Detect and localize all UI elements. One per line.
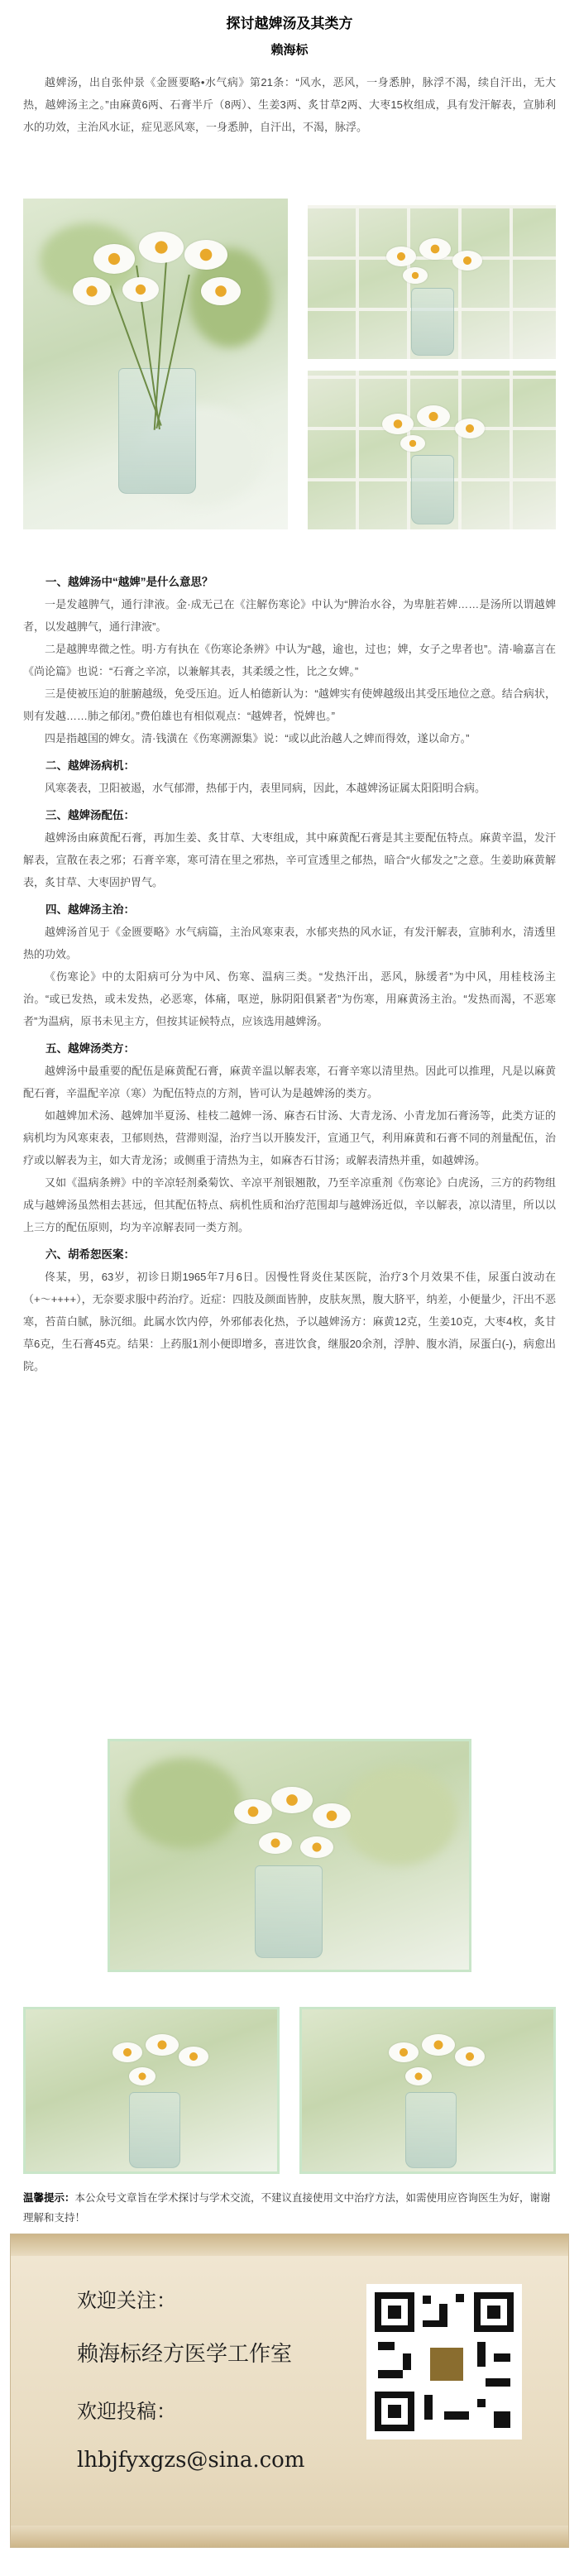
- banner-email[interactable]: lhbjfyxgzs@sina.com: [77, 2448, 305, 2473]
- daisy-vase-photo-bottom-left: [23, 2007, 280, 2174]
- daisy-vase-photo-window: [308, 205, 556, 359]
- scroll-bottom-rod: [11, 2526, 568, 2547]
- section-heading: 三、越婢汤配伍：: [45, 809, 135, 821]
- follow-banner: [10, 2234, 569, 2548]
- article-body: [0, 571, 579, 1377]
- section-4: [0, 898, 579, 1032]
- section-paragraph: 二是越脾卑微之性。明·方有执在《伤寒论条辨》中认为“越，逾也，过也；婢，女子之卑者也”。清·喻嘉言在《尚论篇》也说：“石膏之辛凉，以兼解其表，其柔缓之性，比之女婢。”: [23, 643, 556, 678]
- section-paragraph: 一是发越脾气，通行津液。金·成无己在《注解伤寒论》中认为“脾治水谷，为卑脏若婢……是汤所以谓越婢者，以发越脾气，通行津液”。: [23, 598, 556, 633]
- section-6: [0, 1243, 579, 1377]
- article-title: 探讨越婢汤及其类方: [226, 16, 353, 31]
- section-paragraph: 越婢汤由麻黄配石膏，再加生姜、炙甘草、大枣组成，其中麻黄配石膏是其主要配伍特点。麻黄辛温，发汗解表，宣散在表之邪；石膏辛寒，寒可清在里之邪热，辛可宣透里之郁热，暗合“火郁发之”之意。生姜助麻黄解表，炙甘草、大枣固护胃气。: [23, 831, 556, 888]
- daisy-vase-photo-window-2: [308, 371, 556, 529]
- daisy-vase-photo: [23, 199, 288, 529]
- section-2: [0, 754, 579, 799]
- section-1: [0, 571, 579, 749]
- section-paragraph: 佟某，男，63岁，初诊日期1965年7月6日。因慢性肾炎住某医院，治疗3个月效果不佳，尿蛋白波动在（+～++++），无奈要求服中药治疗。近症：四肢及颜面皆肿，皮肤灰黑，腹大脐平，纳差，小便量少，汗出不恶寒，苔苗白腻，脉沉细。此属水饮内停，外邪郁表化热，予以越婢汤方：麻黄12克，生姜10克，大枣4枚，炙甘草6克，生石膏45克。结果：上药服1剂小便即增多，喜进饮食，继服20余剂，浮肿、腹水消，尿蛋白(-)，病愈出院。: [23, 1271, 556, 1372]
- disclaimer: [23, 2188, 556, 2228]
- section-paragraph: 三是使被压迫的脏腑越级，免受压迫。近人柏德新认为：“越婢实有使婢越级出其受压地位之意。结合病状，则有发越……肺之郁闭。”费伯雄也有相似观点：“越婢者，悦婢也。”: [23, 687, 556, 722]
- section-paragraph: 《伤寒论》中的太阳病可分为中风、伤寒、温病三类。“发热汗出，恶风，脉缓者”为中风，用桂枝汤主治。“或已发热，或未发热，必恶寒，体痛，呕逆，脉阴阳俱紧者”为伤寒，用麻黄汤主治。“发热而渴，不恶寒者”为温病，原书未见主方，但按其证候特点，应该选用越婢汤。: [23, 970, 556, 1027]
- section-paragraph: 如越婢加术汤、越婢加半夏汤、桂枝二越婢一汤、麻杏石甘汤、大青龙汤、小青龙加石膏汤等，此类方证的病机均为风寒束表，卫郁则热，营滞则湿，治疗当以开腠发汗，宣通卫气，利用麻黄和石膏不同的剂量配伍，治疗或以解表为主，如大青龙汤；或侧重于清热为主，如麻杏石甘汤；或解表清热并重，如越婢汤。: [23, 1109, 556, 1166]
- section-paragraph: 又如《温病条辨》中的辛凉轻剂桑菊饮、辛凉平剂银翘散，乃至辛凉重剂《伤寒论》白虎汤，三方的药物组成与越婢汤虽然相去甚远，但其配伍特点、病机性质和治疗范围却与越婢汤近似，辛以解表，凉以清里，所以以上三方的配伍原则，均为辛凉解表同一类方剂。: [23, 1176, 556, 1233]
- article: [0, 0, 579, 138]
- section-paragraph: 越婢汤首见于《金匮要略》水气病篇，主治风寒束表，水郁夹热的风水证，有发汗解表，宣肺利水，清透里热的功效。: [23, 926, 556, 960]
- banner-line-submit: 欢迎投稿：: [77, 2400, 176, 2423]
- daisy-vase-photo-bottom: [108, 1739, 471, 1972]
- section-paragraph: 越婢汤中最重要的配伍是麻黄配石膏，麻黄辛温以解表寒，石膏辛寒以清里热。因此可以推理，凡是以麻黄配石膏，辛温配辛凉（寒）为配伍特点的方剂，皆可认为是越婢汤的类方。: [23, 1065, 556, 1099]
- scroll-top-rod: [11, 2234, 568, 2256]
- section-heading: 四、越婢汤主治：: [45, 903, 135, 916]
- qr-code-icon: [366, 2284, 522, 2440]
- daisy-vase-photo-bottom-right: [299, 2007, 556, 2174]
- disclaimer-text: 本公众号文章旨在学术探讨与学术交流，不建议直接使用文中治疗方法，如需使用应咨询医生为好，谢谢理解和支持！: [23, 2192, 551, 2224]
- section-paragraph: 四是指越国的婢女。清·钱潢在《伤寒溯源集》说：“或以此治越人之婢而得效，遂以命方。”: [45, 732, 470, 745]
- banner-line-follow: 欢迎关注：: [77, 2289, 176, 2312]
- qr-logo-icon: [428, 2345, 466, 2383]
- section-heading: 五、越婢汤类方：: [45, 1042, 135, 1055]
- intro-paragraph: 越婢汤，出自张仲景《金匮要略•水气病》第21条：“风水，恶风，一身悉肿，脉浮不渴，续自汗出，无大热，越婢汤主之。”由麻黄6两、石膏半斤（8两）、生姜3两、炙甘草2两、大枣15枚组成，具有发汗解表，宣肺利水的功效，主治风水证，症见恶风寒，一身悉肿，自汗出，不渴，脉浮。: [23, 76, 556, 133]
- section-paragraph: 风寒袭表，卫阳被遏，水气郁滞，热郁于内，表里同病，因此，本越婢汤证属太阳阳明合病。: [45, 782, 486, 794]
- disclaimer-label: 温馨提示：: [23, 2192, 75, 2204]
- article-author: 赖海标: [270, 43, 309, 57]
- section-heading: 二、越婢汤病机：: [45, 759, 135, 772]
- section-5: [0, 1037, 579, 1238]
- section-3: [0, 804, 579, 893]
- banner-line-studio: 赖海标经方医学工作室: [77, 2342, 293, 2367]
- section-heading: 六、胡希恕医案：: [45, 1248, 135, 1261]
- section-heading: 一、越婢汤中“越婢”是什么意思？: [45, 576, 213, 588]
